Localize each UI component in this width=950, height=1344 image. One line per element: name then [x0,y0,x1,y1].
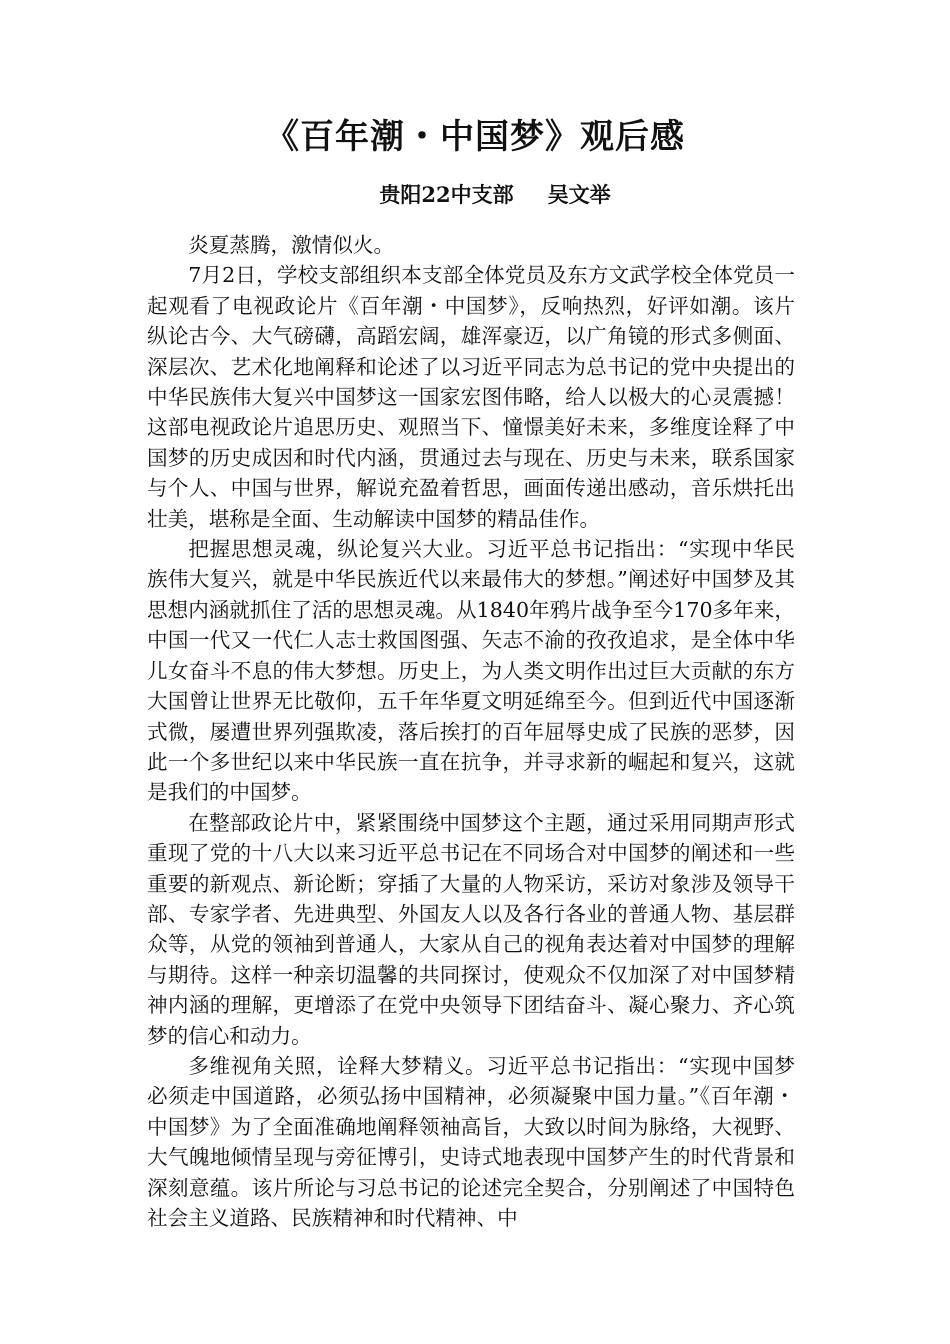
byline [0,180,950,210]
byline-author: 吴文举 [547,182,611,207]
byline-organization: 贵阳22中支部 [379,182,514,207]
paragraph: 7月2日，学校支部组织本支部全体党员及东方文武学校全体党员一起观看了电视政论片《百年潮・中国梦》，反响热烈，好评如潮。该片纵论古今、大气磅礴，高蹈宏阔，雄浑豪迈，以广角镜的形式多侧面、深层次、艺术化地阐释和论述了以习近平同志为总书记的党中央提出的中华民族伟大复兴中国梦这一国家宏图伟略，给人以极大的心灵震撼！这部电视政论片追思历史、观照当下、憧憬美好未来，多维度诠释了中国梦的历史成因和时代内涵，贯通过去与现在、历史与未来，联系国家与个人、中国与世界，解说充盈着哲思，画面传递出感动，音乐烘托出壮美，堪称是全面、生动解读中国梦的精品佳作。 [147,263,795,531]
paragraph: 多维视角关照，诠释大梦精义。习近平总书记指出：“实现中国梦必须走中国道路，必须弘扬中国精神，必须凝聚中国力量。”《百年潮・中国梦》为了全面准确地阐释领袖高旨，大致以时间为脉络，大视野、大气魄地倾情呈现与旁征博引，史诗式地表现中国梦产生的时代背景和深刻意蕴。该片所论与习总书记的论述完全契合，分别阐述了中国特色社会主义道路、民族精神和时代精神、中 [147,1053,795,1230]
document-body [147,230,795,1233]
document-title: 《百年潮・中国梦》观后感 [265,117,685,157]
paragraph: 在整部政论片中，紧紧围绕中国梦这个主题，通过采用同期声形式重现了党的十八大以来习近平总书记在不同场合对中国梦的阐述和一些重要的新观点、新论断；穿插了大量的人物采访，采访对象涉及领导干部、专家学者、先进典型、外国友人以及各行各业的普通人物、基层群众等，从党的领袖到普通人，大家从自己的视角表达着对中国梦的理解与期待。这样一种亲切温馨的共同探讨，使观众不仅加深了对中国梦精神内涵的理解，更增添了在党中央领导下团结奋斗、凝心聚力、齐心筑梦的信心和动力。 [147,810,795,1048]
paragraph: 把握思想灵魂，纵论复兴大业。习近平总书记指出：“实现中华民族伟大复兴，就是中华民族近代以来最伟大的梦想。”阐述好中国梦及其思想内涵就抓住了活的思想灵魂。从1840年鸦片战争至今170多年来，中国一代又一代仁人志士救国图强、矢志不渝的孜孜追求，是全体中华儿女奋斗不息的伟大梦想。历史上，为人类文明作出过巨大贡献的东方大国曾让世界无比敬仰，五千年华夏文明延绵至今。但到近代中国逐渐式微，屡遭世界列强欺凌，落后挨打的百年屈辱史成了民族的恶梦，因此一个多世纪以来中华民族一直在抗争，并寻求新的崛起和复兴，这就是我们的中国梦。 [147,537,795,805]
paragraph: 炎夏蒸腾，激情似火。 [188,233,395,257]
